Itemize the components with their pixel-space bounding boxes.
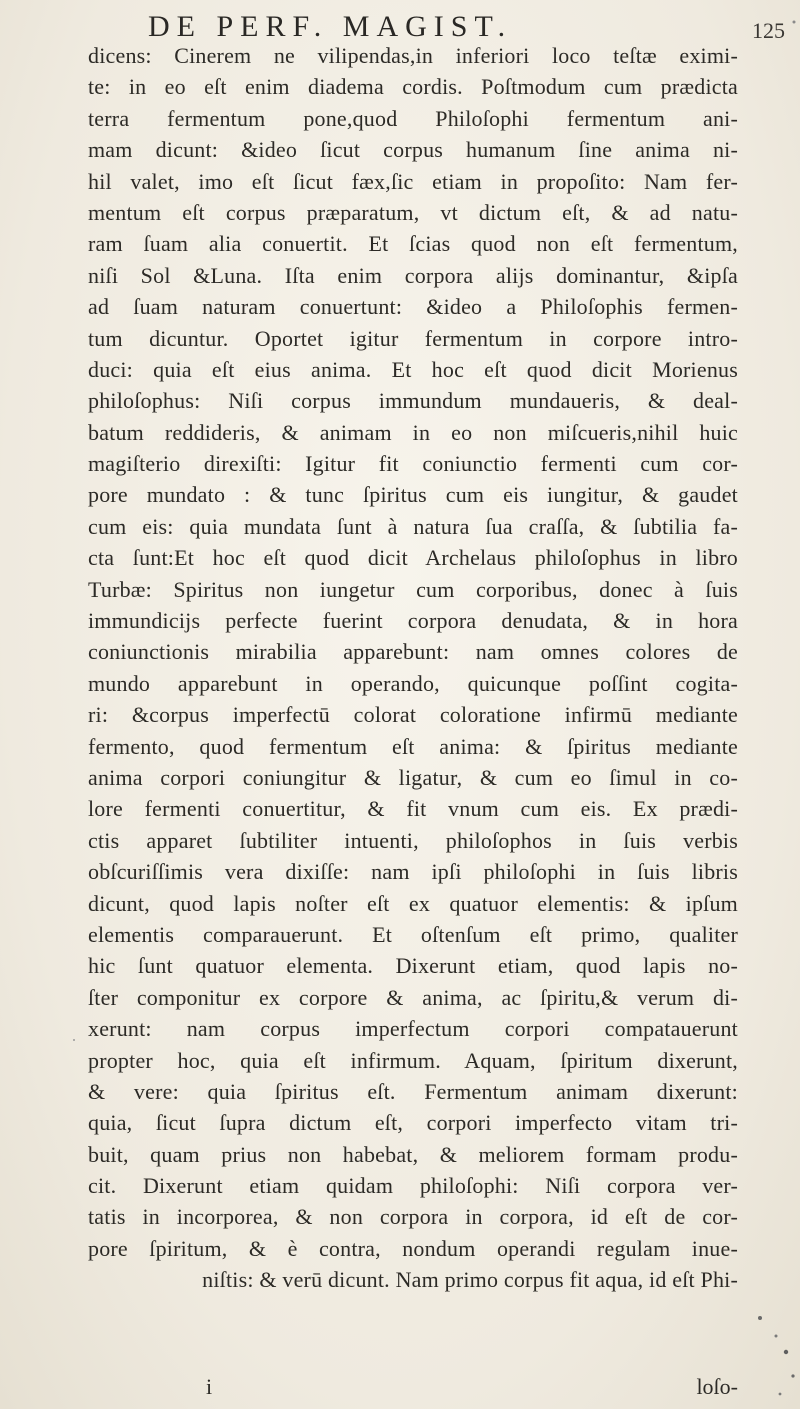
text-line: & vere: quia ſpiritus eſt. Fermentum animam dixerunt:: [88, 1078, 738, 1104]
text-line: terra fermentum pone,quod Philoſophi fermentum ani-: [88, 105, 738, 131]
text-line: dicunt, quod lapis noſter eſt ex quatuor elementis: & ipſum: [88, 890, 738, 916]
text-line: lore fermenti conuertitur, & fit vnum cum eis. Ex prædi-: [88, 796, 738, 822]
text-line: immundicijs perfecte fuerint corpora denudata, & in hora: [88, 608, 738, 634]
text-line: hil valet, imo eſt ſicut fæx,ſic etiam in propoſito: Nam fer-: [88, 168, 738, 194]
text-line: batum reddideris, & animam in eo non miſcueris,nihil huic: [88, 419, 738, 445]
speck: [758, 1316, 762, 1320]
text-line: ſter componitur ex corpore & anima, ac ſpiritu,& verum di-: [88, 984, 738, 1010]
text-line: magiſterio direxiſti: Igitur fit coniunctio fermenti cum cor-: [88, 451, 738, 477]
text-line: cit. Dixerunt etiam quidam philoſophi: Niſi corpora ver-: [88, 1173, 738, 1199]
text-line: mentum eſt corpus præparatum, vt dictum eſt, & ad natu-: [88, 199, 738, 225]
text-line: mam dicunt: &ideo ſicut corpus humanum ſine anima ni-: [88, 137, 738, 163]
text-line: ad ſuam naturam conuertunt: &ideo a Philoſophis fermen-: [88, 294, 738, 320]
signature-mark: i: [206, 1374, 213, 1399]
text-line: propter hoc, quia eſt infirmum. Aquam, ſpiritum dixerunt,: [88, 1047, 738, 1073]
text-line: pore mundato : & tunc ſpiritus cum eis iungitur, & gaudet: [88, 482, 738, 508]
catchword: loſo-: [696, 1374, 738, 1399]
text-line: ri: &corpus imperfectū colorat coloratione infirmū mediante: [88, 702, 738, 728]
text-line: dicens: Cinerem ne vilipendas,in inferiori loco teſtæ eximi-: [88, 43, 738, 68]
text-line: fermento, quod fermentum eſt anima: & ſpiritus mediante: [88, 733, 738, 759]
text-line: buit, quam prius non habebat, & meliorem formam produ-: [88, 1141, 738, 1167]
text-line: pore ſpiritum, & è contra, nondum operandi regulam inue-: [88, 1235, 738, 1261]
text-line: niſtis: & verū dicunt. Nam primo corpus fit aqua, id eſt Phi-: [202, 1267, 738, 1293]
text-line: Turbæ: Spiritus non iungetur cum corporibus, donec à ſuis: [88, 576, 738, 602]
text-line: duci: quia eſt eius anima. Et hoc eſt quod dicit Morienus: [88, 356, 738, 382]
speck: [73, 1039, 75, 1041]
text-line: philoſophus: Niſi corpus immundum mundaueris, & deal-: [88, 388, 738, 414]
text-line: xerunt: nam corpus imperfectum corpori compatauerunt: [88, 1016, 738, 1042]
text-line: ram ſuam alia conuertit. Et ſcias quod non eſt fermentum,: [88, 231, 738, 257]
text-line: anima corpori coniungitur & ligatur, & cum eo ſimul in co-: [88, 764, 738, 790]
text-line: elementis comparauerunt. Et oſtenſum eſt primo, qualiter: [88, 921, 738, 947]
text-line: coniunctionis mirabilia apparebunt: nam omnes colores de: [88, 639, 738, 665]
text-line: ctis apparet ſubtiliter intuenti, philoſophos in ſuis verbis: [88, 827, 738, 853]
text-line: obſcuriſſimis vera dixiſſe: nam ipſi philoſophi in ſuis libris: [88, 859, 738, 885]
text-line: quia, ſicut ſupra dictum eſt, corpori imperfecto vitam tri-: [88, 1110, 738, 1136]
text-line: tatis in incorporea, & non corpora in corpora, id eſt de cor-: [88, 1204, 738, 1230]
text-line: cta ſunt:Et hoc eſt quod dicit Archelaus philoſophus in libro: [88, 545, 738, 571]
speck: [784, 1350, 788, 1354]
speck: [793, 21, 796, 24]
speck: [791, 1374, 794, 1377]
speck: [775, 1335, 778, 1338]
text-line: te: in eo eſt enim diadema cordis. Poſtmodum cum prædicta: [88, 74, 738, 100]
speck: [779, 1393, 782, 1396]
text-line: cum eis: quia mundata ſunt à natura ſua craſſa, & ſubtilia fa-: [88, 513, 738, 539]
text-line: hic ſunt quatuor elementa. Dixerunt etiam, quod lapis no-: [88, 953, 738, 979]
page-number: 125: [752, 18, 785, 43]
text-line: tum dicuntur. Oportet igitur fermentum in corpore intro-: [88, 325, 738, 351]
text-line: mundo apparebunt in operando, quicunque poſſint cogita-: [88, 670, 738, 696]
running-head: DE PERF. MAGIST.: [148, 10, 513, 43]
text-line: niſi Sol &Luna. Iſta enim corpora alijs dominantur, &ipſa: [88, 262, 738, 288]
